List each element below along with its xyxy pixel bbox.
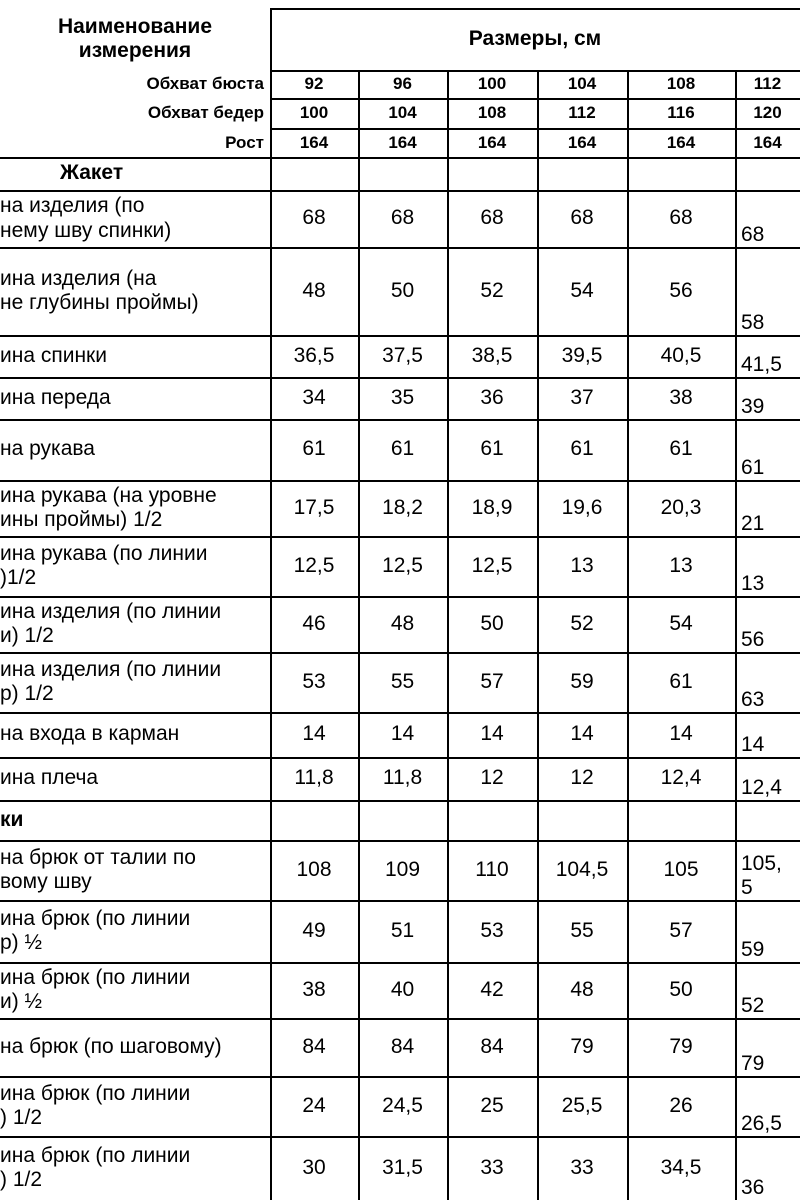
measurement-value-text: 52 [570,611,594,635]
measurement-label [0,419,266,480]
measurement-label [0,962,266,1018]
measurement-value-text: 14 [570,722,594,746]
measurement-value [358,1136,447,1200]
measurement-value-text: 40,5 [660,343,702,367]
measurement-value-text: 57 [669,918,693,942]
measurement-value-text: 54 [669,611,693,635]
measurement-value-text: 105 [663,857,699,881]
measurement-value [358,596,447,652]
measurement-value [447,900,537,962]
measurement-value-text: 57 [480,669,504,693]
measurement-label-text: ина спинки [0,343,107,367]
measurement-value-text: 56 [669,278,693,302]
measurement-value [627,1076,735,1136]
measurement-value-text: 61 [390,437,415,461]
param-value [537,98,627,128]
param-value-text: 164 [477,132,507,152]
measurement-value-text: 55 [570,918,594,942]
measurement-value [270,757,358,800]
param-label-text: Рост [225,132,264,152]
measurement-value-text: 18,2 [382,495,423,519]
name-column-title-text: Наименование измерения [57,14,213,62]
measurement-value [627,652,735,712]
measurement-value-text: 42 [480,977,504,1001]
measurement-label [0,757,266,800]
measurement-value-text: 37,5 [382,343,423,367]
measurement-value [627,247,735,335]
measurement-value [741,480,800,536]
measurement-value [627,480,735,536]
measurement-value-text: 12 [480,766,504,790]
measurement-value [627,1136,735,1200]
measurement-value-text: 14 [669,722,693,746]
param-value-text: 116 [667,103,695,123]
measurement-value-text: 36 [741,1175,765,1199]
measurement-value-text: 84 [302,1034,326,1058]
param-value [735,128,800,157]
measurement-value-text: 61 [741,455,765,479]
measurement-label-text: ина брюк (по линии ) 1/2 [0,1143,191,1191]
measurement-value-text: 12,4 [741,775,782,799]
measurement-value [447,1076,537,1136]
param-value-text: 104 [567,74,597,94]
param-value [537,128,627,157]
param-value [447,98,537,128]
param-value [447,128,537,157]
measurement-value [358,419,447,480]
measurement-value [741,962,800,1018]
measurement-value [447,1136,537,1200]
name-column-title [0,8,270,70]
measurement-value-text: 38 [669,385,693,409]
param-value-text: 104 [388,103,417,123]
measurement-value [358,757,447,800]
measurement-value [537,335,627,377]
measurement-value-text: 68 [302,206,326,230]
measurement-label [0,480,266,536]
param-value [358,128,447,157]
measurement-value-text: 25 [480,1093,504,1117]
measurement-value-text: 61 [480,437,504,461]
measurement-value-text: 31,5 [382,1155,423,1179]
measurement-value [270,596,358,652]
measurement-value [537,419,627,480]
measurement-value-text: 110 [475,857,509,881]
measurement-label-text: ина брюк (по линии и) ½ [0,965,191,1013]
param-value [358,70,447,98]
param-value-text: 112 [568,103,596,123]
measurement-value [270,652,358,712]
measurement-value [627,840,735,900]
measurement-value [358,712,447,757]
measurement-value-text: 37 [570,385,594,409]
measurement-value [741,712,800,757]
measurement-label-text: ина изделия (по линии и) 1/2 [0,599,222,647]
measurement-value-text: 68 [741,222,765,246]
param-value [270,98,358,128]
measurement-value-text: 50 [390,278,415,302]
param-value-text: 120 [753,103,782,123]
measurement-value [447,377,537,419]
measurement-value [270,1018,358,1076]
measurement-value [358,840,447,900]
measurement-label-text: на изделия (по нему шву спинки) [0,194,172,242]
measurement-value [358,335,447,377]
measurement-label [0,190,266,247]
section-heading [0,800,270,840]
measurement-value [627,900,735,962]
param-label [0,70,264,98]
measurement-label [0,596,266,652]
measurement-value [537,190,627,247]
measurement-value [447,190,537,247]
measurement-value [627,536,735,596]
param-value [447,70,537,98]
measurement-label-text: на брюк от талии по вому шву [0,845,196,893]
measurement-value-text: 52 [480,278,504,302]
measurement-label [0,335,266,377]
param-label-text: Обхват бюста [146,74,264,94]
measurement-value-text: 48 [390,611,415,635]
measurement-value [627,757,735,800]
measurement-value-text: 58 [741,310,765,334]
measurement-value-text: 79 [741,1051,765,1075]
measurement-value [270,1076,358,1136]
measurement-value [537,1136,627,1200]
param-value [270,128,358,157]
measurement-value-text: 59 [570,669,594,693]
measurement-value-text: 79 [570,1034,594,1058]
measurement-value-text: 38 [302,977,326,1001]
measurement-value [358,1018,447,1076]
measurement-value-text: 61 [669,437,693,461]
measurement-value [741,900,800,962]
param-value-text: 108 [477,103,507,123]
measurement-value-text: 56 [741,627,765,651]
measurement-value-text: 34 [302,385,326,409]
measurement-value-text: 26 [669,1093,693,1117]
measurement-value [358,962,447,1018]
param-value-text: 96 [393,74,412,94]
measurement-value [270,190,358,247]
measurement-value-text: 40 [390,977,415,1001]
param-value-text: 92 [304,74,324,94]
measurement-label [0,1136,266,1200]
measurement-value-text: 33 [570,1155,594,1179]
measurement-value [627,335,735,377]
measurement-value [627,1018,735,1076]
measurement-value-text: 30 [302,1155,326,1179]
measurement-value-text: 12,5 [293,553,335,577]
measurement-label-text: ина изделия (по линии р) 1/2 [0,657,222,705]
measurement-value [627,712,735,757]
measurement-value [537,480,627,536]
measurement-value [447,840,537,900]
measurement-value-text: 108 [296,857,332,881]
measurement-value-text: 55 [390,669,415,693]
measurement-value [537,757,627,800]
measurement-value [537,1018,627,1076]
param-label-text: Обхват бедер [147,103,264,123]
param-value-text: 100 [477,74,507,94]
param-value [358,98,447,128]
measurement-value-text: 105, 5 [741,851,782,899]
param-value-text: 164 [753,132,782,152]
measurement-value-text: 39 [741,394,765,418]
section-heading [60,157,330,190]
param-value-text: 112 [753,74,782,94]
measurement-value [627,190,735,247]
measurement-value-text: 41,5 [741,352,782,376]
measurement-value [537,962,627,1018]
measurement-value [358,1076,447,1136]
measurement-value-text: 35 [390,385,415,409]
measurement-value [270,335,358,377]
measurement-value-text: 53 [480,918,504,942]
param-value [735,98,800,128]
measurement-value [270,419,358,480]
measurement-value [627,596,735,652]
measurement-value-text: 14 [390,722,415,746]
measurement-value [741,1076,800,1136]
param-value [735,70,800,98]
param-label [0,128,264,157]
measurement-value [447,596,537,652]
measurement-value-text: 12,4 [660,766,702,790]
measurement-value-text: 21 [741,511,765,535]
param-value-text: 100 [299,103,329,123]
param-value [627,70,735,98]
measurement-value [358,480,447,536]
measurement-value [358,377,447,419]
param-value-text: 164 [666,132,696,152]
measurement-value [741,1018,800,1076]
measurement-value-text: 51 [390,918,415,942]
measurement-value [627,962,735,1018]
section-heading-text: ки [0,807,24,831]
measurement-label-text: ина плеча [0,766,99,790]
measurement-value-text: 54 [570,278,594,302]
measurement-value-text: 13 [570,553,594,577]
measurement-value [741,840,800,900]
measurement-value-text: 46 [302,611,326,635]
measurement-value [537,247,627,335]
measurement-value [447,652,537,712]
measurement-value-text: 33 [480,1155,504,1179]
measurement-value-text: 17,5 [293,495,335,519]
measurement-value-text: 50 [480,611,504,635]
measurement-value [537,596,627,652]
measurement-value-text: 52 [741,993,765,1017]
measurement-label-text: ина переда [0,385,111,409]
measurement-value [627,419,735,480]
measurement-label-text: ина изделия (на не глубины проймы) [0,266,199,314]
measurement-label-text: ина брюк (по линии ) 1/2 [0,1081,191,1129]
measurement-value-text: 12 [570,766,594,790]
measurement-value [447,962,537,1018]
grid-vline [735,70,737,1200]
measurement-label-text: ина рукава (на уровне ины проймы) 1/2 [0,483,217,531]
measurement-value [358,900,447,962]
measurement-label-text: на брюк (по шаговому) [0,1034,222,1058]
measurement-value-text: 18,9 [471,495,513,519]
param-value [627,98,735,128]
measurement-value [447,480,537,536]
measurement-value [447,247,537,335]
measurement-value-text: 11,8 [382,766,423,790]
measurement-value-text: 79 [669,1034,693,1058]
measurement-value-text: 49 [302,918,326,942]
param-value-text: 108 [666,74,696,94]
measurement-label [0,652,266,712]
measurement-value [270,900,358,962]
measurement-label [0,1076,266,1136]
param-value [627,128,735,157]
sizes-title [270,8,800,70]
measurement-value-text: 26,5 [741,1111,782,1135]
measurement-label [0,1018,266,1076]
measurement-label-text: ина рукава (по линии )1/2 [0,541,208,589]
measurement-value-text: 11,8 [294,766,334,790]
measurement-value [741,190,800,247]
measurement-value-text: 59 [741,937,765,961]
measurement-value [358,190,447,247]
measurement-label [0,840,266,900]
measurement-value [447,757,537,800]
param-value [270,70,358,98]
measurement-value-text: 104,5 [555,857,609,881]
param-value-text: 164 [567,132,597,152]
measurement-value [537,1076,627,1136]
measurement-value-text: 48 [570,977,594,1001]
measurement-label [0,712,266,757]
measurement-value-text: 50 [669,977,693,1001]
measurement-value-text: 61 [570,437,594,461]
measurement-value [741,652,800,712]
param-value-text: 164 [299,132,329,152]
measurement-value [447,712,537,757]
measurement-value [358,536,447,596]
measurement-value [537,377,627,419]
measurement-value-text: 14 [480,722,504,746]
measurement-value-text: 25,5 [561,1093,603,1117]
measurement-value-text: 14 [302,722,326,746]
measurement-value [358,247,447,335]
measurement-value [270,712,358,757]
measurement-value-text: 24,5 [382,1093,423,1117]
measurement-value [741,419,800,480]
measurement-value [270,480,358,536]
measurement-value [270,840,358,900]
measurement-value-text: 109 [384,857,421,881]
measurement-value [741,377,800,419]
measurement-value [537,900,627,962]
measurement-value-text: 20,3 [660,495,702,519]
measurement-value [270,377,358,419]
measurement-value-text: 61 [669,669,693,693]
measurement-value [447,536,537,596]
measurement-value-text: 84 [390,1034,415,1058]
measurement-value [447,335,537,377]
measurement-value [741,335,800,377]
measurement-value-text: 12,5 [471,553,513,577]
measurement-value-text: 36,5 [293,343,335,367]
measurement-label [0,247,266,335]
measurement-value-text: 84 [480,1034,504,1058]
measurement-label-text: на рукава [0,437,95,461]
param-label [0,98,264,128]
measurement-value [537,712,627,757]
measurement-label [0,377,266,419]
section-heading-text: Жакет [60,161,124,185]
measurement-value-text: 63 [741,687,765,711]
measurement-value-text: 19,6 [561,495,603,519]
measurement-value-text: 68 [669,206,693,230]
measurement-value [270,1136,358,1200]
measurement-value-text: 61 [302,437,326,461]
measurement-value [741,757,800,800]
measurement-value-text: 12,5 [382,553,423,577]
measurement-value [537,840,627,900]
measurement-value-text: 48 [302,278,326,302]
measurement-value-text: 13 [741,571,765,595]
measurement-value [537,652,627,712]
measurement-value-text: 68 [480,206,504,230]
measurement-value-text: 36 [480,385,504,409]
measurement-label-text: на входа в карман [0,722,180,746]
measurement-value [270,536,358,596]
measurement-value-text: 68 [390,206,415,230]
measurement-value [270,247,358,335]
measurement-value-text: 68 [570,206,594,230]
measurement-value-text: 38,5 [471,343,513,367]
measurement-label-text: ина брюк (по линии р) ½ [0,906,191,954]
measurement-value-text: 13 [669,553,693,577]
measurement-value-text: 24 [302,1093,326,1117]
measurement-value-text: 53 [302,669,326,693]
measurement-value [358,652,447,712]
measurement-value-text: 34,5 [660,1155,702,1179]
measurement-value [270,962,358,1018]
measurement-value [447,419,537,480]
measurement-value [741,1136,800,1200]
measurement-value [537,536,627,596]
measurement-label [0,536,266,596]
param-value-text: 164 [388,132,417,152]
measurement-value [741,247,800,335]
measurement-value-text: 39,5 [561,343,603,367]
measurement-value-text: 14 [741,732,765,756]
measurement-value [741,536,800,596]
sizes-title-text: Размеры, см [468,26,602,50]
measurement-value [741,596,800,652]
measurement-value [447,1018,537,1076]
param-value [537,70,627,98]
measurement-label [0,900,266,962]
measurement-value [627,377,735,419]
